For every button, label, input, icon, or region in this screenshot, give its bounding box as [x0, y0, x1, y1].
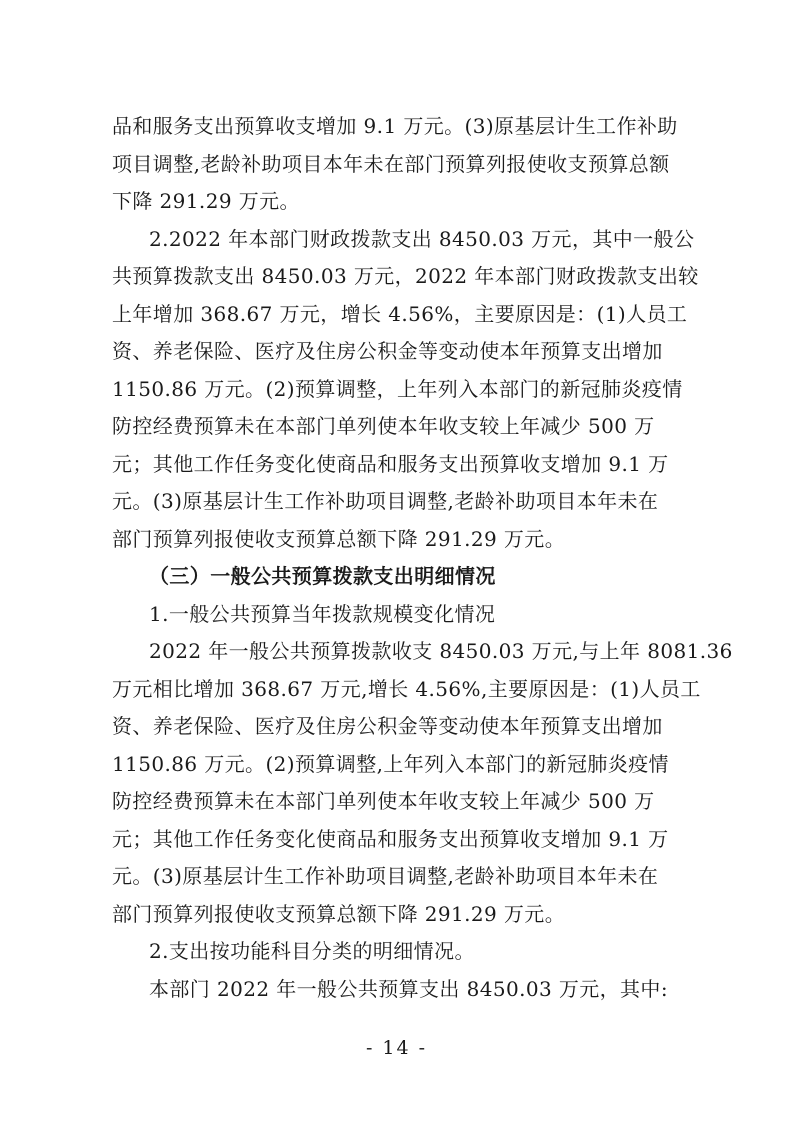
- text-line: 元。(3)原基层计生工作补助项目调整,老龄补助项目本年未在: [112, 489, 659, 513]
- text-line: 资、养老保险、医疗及住房公积金等变动使本年预算支出增加: [112, 339, 663, 363]
- text-line: 项目调整,老龄补助项目本年未在部门预算列报使收支预算总额: [112, 151, 670, 176]
- text-line: 元；其他工作任务变化使商品和服务支出预算收支增加 9.1 万: [112, 451, 669, 476]
- text-line: 万元相比增加 368.67 万元,增长 4.56%,主要原因是：(1)人员工: [112, 676, 701, 701]
- text-line: 1150.86 万元。(2)预算调整，上年列入本部门的新冠肺炎疫情: [112, 376, 683, 401]
- text-line: 防控经费预算未在本部门单列使本年收支较上年减少 500 万: [112, 789, 655, 813]
- page-number: - 14 -: [365, 1037, 428, 1059]
- text-line: 元。(3)原基层计生工作补助项目调整,老龄补助项目本年未在: [112, 864, 659, 888]
- text-line: 本部门 2022 年一般公共预算支出 8450.03 万元，其中:: [149, 976, 668, 1001]
- text-line: 品和服务支出预算收支增加 9.1 万元。(3)原基层计生工作补助: [112, 114, 678, 138]
- text-line: 1150.86 万元。(2)预算调整,上年列入本部门的新冠肺炎疫情: [112, 751, 669, 776]
- text-line: 部门预算列报使收支预算总额下降 291.29 万元。: [112, 901, 566, 926]
- text-line: 防控经费预算未在本部门单列使本年收支较上年减少 500 万: [112, 414, 655, 438]
- text-line: 共预算拨款支出 8450.03 万元，2022 年本部门财政拨款支出较: [112, 264, 699, 288]
- text-line: 1.一般公共预算当年拨款规模变化情况: [149, 601, 496, 626]
- text-line: 元；其他工作任务变化使商品和服务支出预算收支增加 9.1 万: [112, 826, 669, 851]
- text-line: 2022 年一般公共预算拨款收支 8450.03 万元,与上年 8081.36: [149, 639, 733, 663]
- text-line: 资、养老保险、医疗及住房公积金等变动使本年预算支出增加: [112, 714, 663, 738]
- text-line: 2.2022 年本部门财政拨款支出 8450.03 万元，其中一般公: [149, 226, 695, 251]
- section-heading: （三）一般公共预算拨款支出明细情况: [149, 564, 496, 588]
- text-line: 下降 291.29 万元。: [112, 189, 300, 213]
- body-text: [112, 108, 733, 1008]
- text-line: 2.支出按功能科目分类的明细情况。: [149, 939, 475, 963]
- text-line: 上年增加 368.67 万元，增长 4.56%，主要原因是：(1)人员工: [112, 301, 688, 326]
- text-line: 部门预算列报使收支预算总额下降 291.29 万元。: [112, 526, 566, 551]
